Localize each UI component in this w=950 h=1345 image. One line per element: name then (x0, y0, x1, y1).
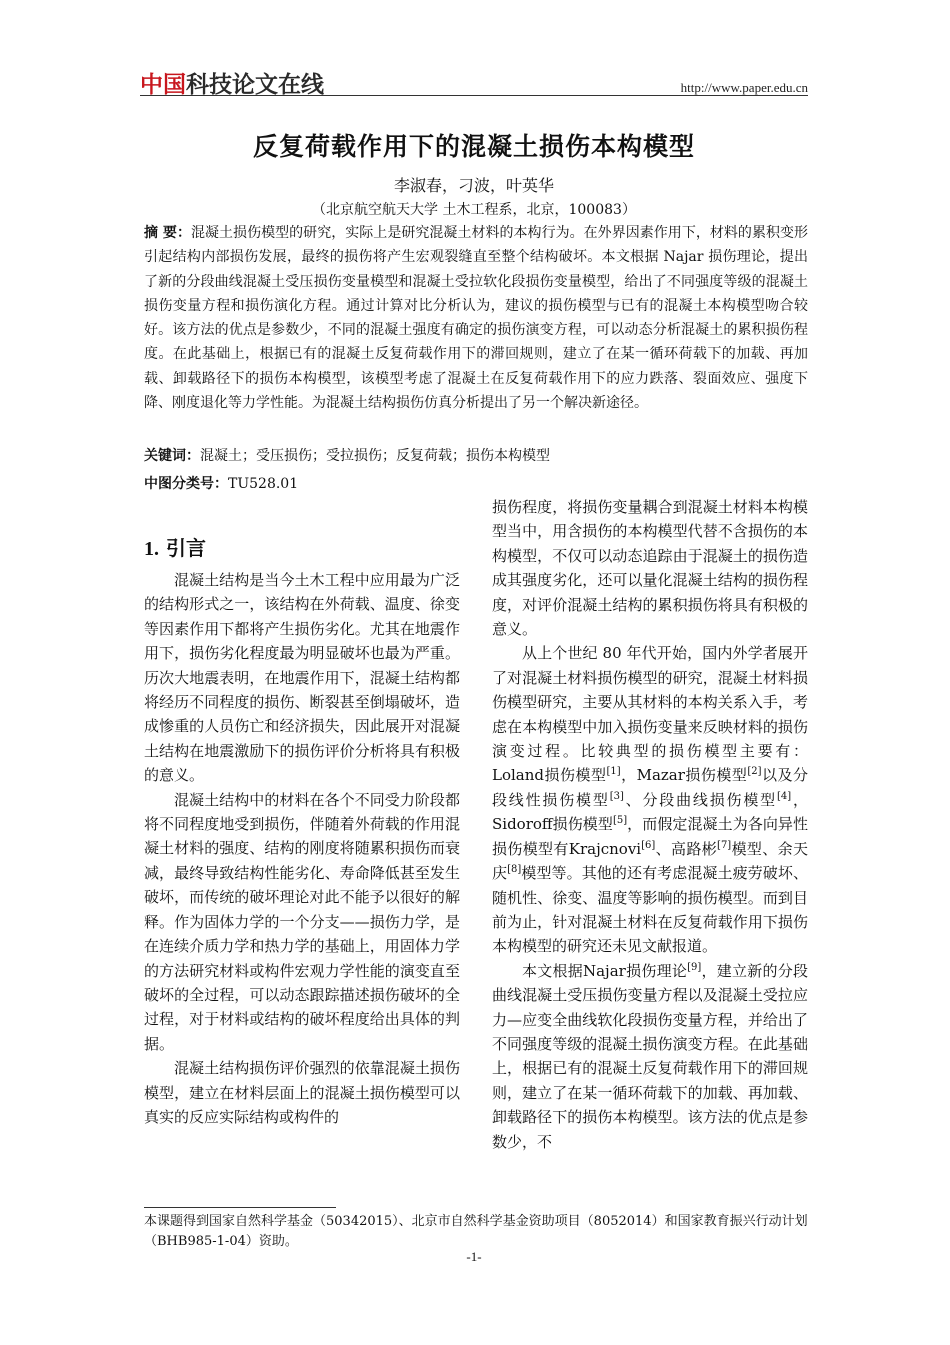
text-run: 本文根据Najar损伤理论 (522, 961, 688, 980)
abstract-text: 混凝土损伤模型的研究，实际上是研究混凝土材料的本构行为。在外界因素作用下，材料的累积变形引起结构内部损伤发展，最终的损伤将产生宏观裂缝直至整个结构破坏。本文根据 Najar 损伤理论，提出了新的分段曲线混凝土受压损伤变量模型和混凝土受拉软化段损伤变量模型，给出了不同强度等级的混凝土损伤变量方程和损伤演化方程。通过计算对比分析认为，建议的损伤模型与已有的混凝土本构模型吻合较好。该方法的优点是参数少，不同的混凝土强度有确定的损伤演变方程，可以动态分析混凝土的累积损伤程度。在此基础上，根据已有的混凝土反复荷载作用下的滞回规则，建立了在某一循环荷载下的加载、再加载、卸载路径下的损伤本构模型，该模型考虑了混凝土在反复荷载作用下的应力跌落、裂面效应、强度下降、刚度退化等力学性能。为混凝土结构损伤仿真分析提出了另一个解决新途径。 (144, 225, 809, 412)
section-heading (144, 532, 206, 561)
section-number: 1. (144, 538, 159, 560)
keywords (144, 445, 808, 465)
page-number: -1- (466, 1249, 482, 1264)
paper-authors: 李淑春，刁波，叶英华 (393, 176, 554, 195)
paragraph: 混凝土结构损伤评价强烈的依靠混凝土损伤模型，建立在材料层面上的混凝土损伤模型可以真实的反应实际结构或构件的 (144, 1059, 460, 1126)
text-run: ，而假定混凝土为各向异性损伤模型有Krajcnovi (492, 815, 808, 858)
footnote: 本课题得到国家自然科学基金（50342015）、北京市自然科学基金资助项目（8052014）和国家教育振兴行动计划（BHB985-1-04）资助。 (144, 1214, 808, 1249)
citation[interactable]: [2] (747, 766, 762, 778)
header-divider (140, 95, 808, 96)
classification-label: 中图分类号： (144, 476, 228, 492)
abstract-label: 摘 要： (144, 225, 191, 241)
abstract (144, 221, 808, 415)
paper-title: 反复荷载作用下的混凝土损伤本构模型 (252, 132, 695, 161)
paragraph: 混凝土结构中的材料在各个不同受力阶段都将不同程度地受到损伤，伴随着外荷载的作用混凝土材料的强度、结构的刚度将随累积损伤而衰减，最终导致结构性能劣化、寿命降低甚至发生破坏，而传统的破坏理论对此不能予以很好的解释。作为固体力学的一个分支——损伤力学，是在连续介质力学和热力学的基础上，用固体力学的方法研究材料或构件宏观力学性能的演变直至破坏的全过程，可以动态跟踪描述损伤破坏的全过程，对于材料或结构的破坏程度给出具体的判据。 (144, 790, 460, 1053)
paragraph (492, 641, 808, 958)
text-run: 模型等。其他的还有考虑混凝土疲劳破坏、随机性、徐变、温度等影响的损伤模型。而到目前为止，针对混凝土材料在反复荷载作用下损伤本构模型的研究还未见文献报道。 (492, 864, 808, 956)
text-run: 从上个世纪 80 年代开始，国内外学者展开了对混凝土材料损伤模型的研究，混凝土材料损伤模型研究，主要从其材料的本构关系入手，考虑在本构模型中加入损伤变量来反映材料的损伤演变过程。比较典型的损伤模型主要有：Loland损伤模型 (492, 644, 808, 785)
text-run: 模型、余天庆 (492, 839, 808, 883)
paragraph: 损伤程度，将损伤变量耦合到混凝土材料本构模型当中，用含损伤的本构模型代替不含损伤的本构模型，不仅可以动态追踪由于混凝土的损伤造成其强度劣化，还可以量化混凝土结构的损伤程度，对评价混凝土结构的累积损伤将具有积极的意义。 (492, 498, 808, 639)
citation[interactable]: [4] (776, 790, 792, 802)
citation[interactable]: [5] (612, 815, 628, 827)
section-title: 引言 (165, 536, 206, 560)
text-run: 、分段曲线损伤模型 (623, 790, 777, 809)
keywords-text: 混凝土；受压损伤；受拉损伤；反复荷载；损伤本构模型 (200, 448, 550, 464)
paper-affiliation: （北京航空航天大学 土木工程系，北京，100083） (312, 202, 636, 218)
citation[interactable]: [3] (609, 790, 624, 802)
citation[interactable]: [9] (687, 961, 702, 973)
left-column (144, 568, 460, 1129)
header-url[interactable]: http://www.paper.edu.cn (680, 80, 808, 95)
text-run: 、高路彬 (655, 839, 718, 858)
keywords-label: 关键词： (144, 448, 200, 464)
citation[interactable]: [1] (606, 766, 621, 778)
citation[interactable]: [8] (507, 864, 522, 876)
logo-red-text: 中国 (140, 72, 186, 98)
right-column (492, 495, 808, 1154)
text-run: ，建立新的分段曲线混凝土受压损伤变量方程以及混凝土受拉应力—应变全曲线软化段损伤变量方程，并给出了不同强度等级的混凝土损伤演变方程。在此基础上，根据已有的混凝土反复荷载作用下的滞回规则，建立了在某一循环荷载下的加载、再加载、卸载路径下的损伤本构模型。该方法的优点是参数少，不 (492, 961, 808, 1151)
classification-text: TU528.01 (228, 476, 299, 492)
logo-dark-text: 科技论文在线 (186, 72, 324, 98)
classification (144, 473, 808, 493)
citation[interactable]: [6] (641, 839, 656, 851)
citation[interactable]: [7] (717, 839, 732, 851)
footnote-divider (144, 1207, 336, 1208)
text-run: 以及分段线性损伤模型 (492, 766, 808, 809)
paragraph (492, 959, 808, 1154)
text-run: ，Sidoroff损伤模型 (492, 790, 808, 834)
text-run: ，Mazar损伤模型 (620, 766, 748, 785)
paragraph: 混凝土结构是当今土木工程中应用最为广泛的结构形式之一，该结构在外荷载、温度、徐变等因素作用下都将产生损伤劣化。尤其在地震作用下，损伤劣化程度最为明显破坏也最为严重。历次大地震表明，在地震作用下，混凝土结构都将经历不同程度的损伤、断裂甚至倒塌破坏，造成惨重的人员伤亡和经济损失，因此展开对混凝土结构在地震激励下的损伤评价分析将具有积极的意义。 (144, 571, 460, 785)
